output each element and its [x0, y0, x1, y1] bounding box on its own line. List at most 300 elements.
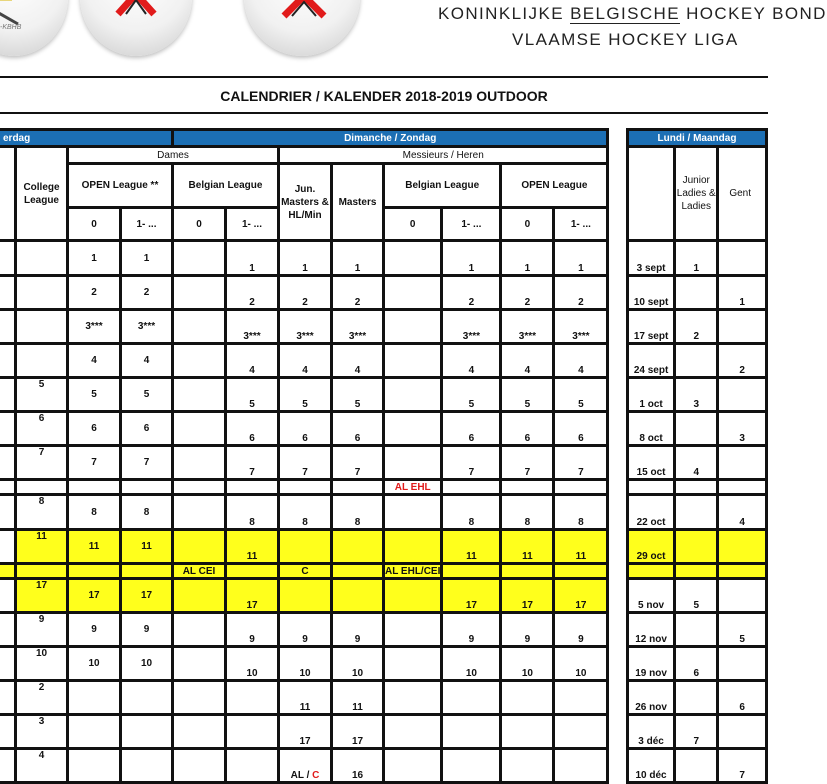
table-row — [0, 613, 608, 647]
table-cell — [501, 715, 554, 749]
table-cell — [173, 749, 226, 783]
table-cell — [0, 310, 16, 344]
subheader-cell: 0 — [501, 208, 554, 241]
table-cell — [554, 715, 608, 749]
table-row — [0, 495, 608, 530]
table-cell: 7 — [68, 446, 121, 480]
table-cell: 5 — [332, 378, 384, 412]
table-cell — [675, 495, 718, 530]
table-cell: 8 — [332, 495, 384, 530]
table-cell — [384, 412, 442, 446]
table-cell — [226, 681, 279, 715]
divider-bottom — [0, 112, 768, 114]
col-jun-masters: Jun. Masters & HL/Min — [279, 164, 332, 241]
table-cell — [0, 495, 16, 530]
table-cell: 7 — [675, 715, 718, 749]
table-cell: 17 — [226, 579, 279, 613]
crossed-sticks-red-icon — [244, 0, 360, 56]
table-cell — [173, 241, 226, 276]
table-cell: 1 — [332, 241, 384, 276]
table-cell: 6 — [554, 412, 608, 446]
table-cell — [0, 412, 16, 446]
table-cell: 7 — [442, 446, 501, 480]
table-cell: 9 — [442, 613, 501, 647]
table-cell: 2 — [554, 276, 608, 310]
table-row — [0, 378, 608, 412]
table-cell: 4 — [68, 344, 121, 378]
table-cell — [16, 480, 68, 495]
table-cell — [16, 276, 68, 310]
table-cell: 5 — [16, 378, 68, 412]
table-cell — [68, 715, 121, 749]
table-cell — [675, 749, 718, 783]
table-cell: 1 — [675, 241, 718, 276]
table-cell — [279, 530, 332, 564]
table-row — [628, 749, 767, 783]
table-cell — [16, 310, 68, 344]
table-cell — [68, 681, 121, 715]
table-cell: 11 — [68, 530, 121, 564]
table-cell — [718, 715, 767, 749]
table-cell: 8 — [68, 495, 121, 530]
table-cell — [675, 681, 718, 715]
table-cell — [0, 647, 16, 681]
calendar-table-weekend — [0, 128, 609, 784]
table-cell: 10 — [442, 647, 501, 681]
table-row — [628, 412, 767, 446]
table-cell: 11 — [442, 530, 501, 564]
table-cell: 6 — [718, 681, 767, 715]
band-sunday: Dimanche / Zondag — [173, 130, 608, 147]
table-row — [0, 564, 608, 579]
table-cell: 5 — [501, 378, 554, 412]
table-row — [628, 564, 767, 579]
table-cell: 5 — [718, 613, 767, 647]
table-cell — [173, 344, 226, 378]
table-row — [0, 412, 608, 446]
table-cell: 8 — [501, 495, 554, 530]
table-row — [0, 276, 608, 310]
date-cell: 5 nov — [628, 579, 675, 613]
table-cell — [173, 310, 226, 344]
table-row — [0, 647, 608, 681]
table-cell — [0, 530, 16, 564]
date-cell: 3 déc — [628, 715, 675, 749]
table-cell: 9 — [501, 613, 554, 647]
table-cell — [68, 480, 121, 495]
table-cell: 10 — [279, 647, 332, 681]
table-cell — [675, 412, 718, 446]
table-cell — [332, 564, 384, 579]
table-row — [628, 446, 767, 480]
table-row — [0, 241, 608, 276]
table-cell: 5 — [226, 378, 279, 412]
table-cell — [718, 480, 767, 495]
table-cell: 10 — [332, 647, 384, 681]
table-cell — [173, 276, 226, 310]
table-cell: 17 — [121, 579, 173, 613]
date-cell — [628, 480, 675, 495]
table-cell — [332, 579, 384, 613]
cell-part: AL / — [290, 770, 313, 781]
table-cell — [675, 276, 718, 310]
table-cell: 7 — [332, 446, 384, 480]
table-cell: 4 — [226, 344, 279, 378]
table-cell — [0, 344, 16, 378]
table-cell: 6 — [279, 412, 332, 446]
table-cell — [0, 276, 16, 310]
col-belgian-league-dames: Belgian League — [173, 164, 279, 208]
crossed-sticks-red-icon — [80, 0, 192, 56]
table-cell: 11 — [501, 530, 554, 564]
table-cell — [442, 749, 501, 783]
table-cell: 4 — [121, 344, 173, 378]
table-cell — [718, 310, 767, 344]
table-cell: 5 — [121, 378, 173, 412]
table-cell — [675, 344, 718, 378]
table-cell: 8 — [279, 495, 332, 530]
table-cell: 7 — [226, 446, 279, 480]
subheader-cell: 1- ... — [121, 208, 173, 241]
band-saturday: erdag — [0, 130, 173, 147]
table-cell: 9 — [226, 613, 279, 647]
table-cell — [0, 480, 16, 495]
table-cell: 3*** — [332, 310, 384, 344]
table-cell — [226, 564, 279, 579]
table-cell — [718, 446, 767, 480]
table-cell — [384, 310, 442, 344]
table-row — [0, 715, 608, 749]
table-cell — [332, 480, 384, 495]
table-cell: 7 — [279, 446, 332, 480]
table-cell: 17 — [501, 579, 554, 613]
table-cell — [0, 579, 16, 613]
table-cell: AL EHL/CEI — [385, 565, 441, 577]
table-cell: 5 — [554, 378, 608, 412]
table-cell: 9 — [554, 613, 608, 647]
table-cell — [16, 564, 68, 579]
table-cell — [173, 715, 226, 749]
date-cell — [628, 564, 675, 579]
table-cell — [121, 749, 173, 783]
table-cell — [384, 530, 442, 564]
col-open-league-heren: OPEN League — [501, 164, 608, 208]
table-cell — [384, 276, 442, 310]
table-row — [628, 310, 767, 344]
page-title: CALENDRIER / KALENDER 2018-2019 OUTDOOR — [220, 88, 548, 104]
table-cell: 7 — [121, 446, 173, 480]
date-cell: 3 sept — [628, 241, 675, 276]
table-cell — [718, 378, 767, 412]
table-cell: 1 — [442, 241, 501, 276]
table-cell — [384, 446, 442, 480]
table-cell: 10 — [554, 647, 608, 681]
vhl-logo — [244, 0, 360, 56]
table-cell — [173, 613, 226, 647]
table-cell: 6 — [501, 412, 554, 446]
table-cell — [718, 579, 767, 613]
table-cell — [384, 344, 442, 378]
table-cell: 17 — [279, 715, 332, 749]
table-cell — [384, 495, 442, 530]
org-name-post: HOCKEY BOND — [679, 4, 827, 23]
table-row — [0, 579, 608, 613]
org-name-line2: VLAAMSE HOCKEY LIGA — [512, 30, 739, 49]
table-cell: 11 — [554, 530, 608, 564]
col-college-league: College League — [16, 147, 68, 241]
subheader-cell: 0 — [173, 208, 226, 241]
date-cell: 15 oct — [628, 446, 675, 480]
logo-caption: -KBHB — [0, 24, 22, 31]
table-cell — [442, 681, 501, 715]
subheader-cell: 0 — [384, 208, 442, 241]
table-row — [0, 480, 608, 495]
date-cell: 26 nov — [628, 681, 675, 715]
table-cell — [226, 715, 279, 749]
calendar-table-monday — [626, 128, 768, 784]
table-cell: 4 — [501, 344, 554, 378]
col-junior-ladies: Junior Ladies & Ladies — [675, 147, 718, 241]
table-row — [628, 241, 767, 276]
date-cell: 12 nov — [628, 613, 675, 647]
table-cell — [173, 681, 226, 715]
table-cell: 4 — [442, 344, 501, 378]
table-cell: 1 — [279, 241, 332, 276]
table-cell: 17 — [554, 579, 608, 613]
date-cell: 24 sept — [628, 344, 675, 378]
table-cell: 1 — [121, 241, 173, 276]
date-cell: 8 oct — [628, 412, 675, 446]
table-row — [0, 344, 608, 378]
table-cell: 16 — [332, 749, 384, 783]
table-cell: 8 — [442, 495, 501, 530]
table-cell: 2 — [718, 344, 767, 378]
date-cell: 22 oct — [628, 495, 675, 530]
table-cell — [718, 530, 767, 564]
table-cell: 6 — [226, 412, 279, 446]
table-cell — [0, 564, 16, 579]
date-cell: 29 oct — [628, 530, 675, 564]
org-name-pre: KONINKLIJKE — [438, 4, 571, 23]
table-cell: 2 — [332, 276, 384, 310]
table-row — [628, 647, 767, 681]
table-cell — [384, 749, 442, 783]
table-cell — [0, 446, 16, 480]
divider-top — [0, 76, 768, 78]
table-row — [628, 613, 767, 647]
table-cell — [0, 749, 16, 783]
table-cell: 2 — [279, 276, 332, 310]
table-cell — [121, 681, 173, 715]
table-cell: AL EHL — [384, 480, 442, 495]
table-cell: 17 — [68, 579, 121, 613]
col-belgian-league-heren: Belgian League — [384, 164, 501, 208]
table-cell: 8 — [16, 495, 68, 530]
table-row — [628, 530, 767, 564]
date-cell: 10 déc — [628, 749, 675, 783]
table-cell: 2 — [16, 681, 68, 715]
table-row — [0, 446, 608, 480]
table-cell: 11 — [332, 681, 384, 715]
table-cell — [384, 579, 442, 613]
org-name-line1 — [438, 4, 827, 24]
table-cell: 8 — [121, 495, 173, 530]
table-row — [0, 530, 608, 564]
table-row — [0, 749, 608, 783]
table-cell — [675, 564, 718, 579]
table-cell: 4 — [554, 344, 608, 378]
table-cell: 4 — [16, 749, 68, 783]
table-row — [628, 378, 767, 412]
table-cell: 9 — [279, 613, 332, 647]
table-cell — [226, 480, 279, 495]
table-cell: 7 — [501, 446, 554, 480]
table-cell — [173, 495, 226, 530]
table-cell: 3*** — [554, 310, 608, 344]
col-gent: Gent — [718, 147, 767, 241]
table-cell — [442, 564, 501, 579]
table-cell: 3*** — [226, 310, 279, 344]
table-row — [0, 681, 608, 715]
table-cell: 7 — [718, 749, 767, 783]
table-cell — [675, 530, 718, 564]
table-row — [628, 579, 767, 613]
table-cell: 5 — [279, 378, 332, 412]
table-row — [0, 310, 608, 344]
empty-header — [0, 147, 16, 241]
table-cell: 9 — [68, 613, 121, 647]
table-cell — [121, 715, 173, 749]
table-cell — [279, 749, 332, 783]
table-cell: 9 — [332, 613, 384, 647]
table-cell — [675, 613, 718, 647]
table-cell — [384, 715, 442, 749]
table-cell — [501, 749, 554, 783]
table-cell — [675, 480, 718, 495]
cell-part-red: C — [312, 770, 320, 781]
table-cell: 1 — [501, 241, 554, 276]
table-cell: 11 — [279, 681, 332, 715]
subheader-cell: 1- ... — [554, 208, 608, 241]
kbhb-logo — [80, 0, 192, 56]
table-cell — [0, 715, 16, 749]
table-cell — [501, 480, 554, 495]
group-messieurs: Messieurs / Heren — [279, 147, 608, 164]
table-cell — [332, 530, 384, 564]
table-cell — [384, 681, 442, 715]
subheader-cell: 0 — [68, 208, 121, 241]
table-cell — [501, 681, 554, 715]
subheader-cell: 1- ... — [226, 208, 279, 241]
table-cell: 1 — [68, 241, 121, 276]
table-cell: 10 — [121, 647, 173, 681]
club-logo-left — [0, 0, 68, 56]
table-cell: 6 — [675, 647, 718, 681]
table-cell — [173, 378, 226, 412]
table-cell — [68, 749, 121, 783]
table-cell: 11 — [121, 530, 173, 564]
date-cell: 17 sept — [628, 310, 675, 344]
table-cell: 2 — [226, 276, 279, 310]
table-cell — [718, 564, 767, 579]
table-cell: 2 — [501, 276, 554, 310]
date-cell: 10 sept — [628, 276, 675, 310]
table-cell: 3*** — [68, 310, 121, 344]
table-row — [628, 495, 767, 530]
table-cell: 11 — [226, 530, 279, 564]
table-cell — [16, 344, 68, 378]
table-cell: 3*** — [442, 310, 501, 344]
table-cell: 5 — [442, 378, 501, 412]
table-cell: 8 — [554, 495, 608, 530]
table-cell: 1 — [554, 241, 608, 276]
table-cell: 2 — [675, 310, 718, 344]
table-cell — [501, 564, 554, 579]
table-cell: 1 — [226, 241, 279, 276]
table-cell — [0, 681, 16, 715]
table-cell: 8 — [226, 495, 279, 530]
table-cell — [173, 446, 226, 480]
table-cell: 17 — [442, 579, 501, 613]
date-cell: 19 nov — [628, 647, 675, 681]
table-cell — [384, 241, 442, 276]
date-cell: 1 oct — [628, 378, 675, 412]
table-cell — [173, 579, 226, 613]
table-cell: 10 — [68, 647, 121, 681]
table-cell: 17 — [332, 715, 384, 749]
empty-header — [628, 147, 675, 241]
band-monday: Lundi / Maandag — [628, 130, 767, 147]
table-cell: 2 — [68, 276, 121, 310]
table-cell — [121, 564, 173, 579]
table-cell — [384, 613, 442, 647]
table-row — [628, 681, 767, 715]
table-cell: 10 — [226, 647, 279, 681]
table-cell — [554, 749, 608, 783]
table-cell — [173, 412, 226, 446]
table-cell: 4 — [279, 344, 332, 378]
table-cell: 2 — [121, 276, 173, 310]
table-cell: 3*** — [121, 310, 173, 344]
col-open-league-dames: OPEN League ** — [68, 164, 173, 208]
table-cell — [121, 480, 173, 495]
table-cell — [226, 749, 279, 783]
table-row — [628, 715, 767, 749]
table-cell: 3*** — [279, 310, 332, 344]
table-cell — [718, 647, 767, 681]
table-cell: 3 — [718, 412, 767, 446]
table-cell: 1 — [718, 276, 767, 310]
table-cell: 6 — [68, 412, 121, 446]
table-cell: 4 — [718, 495, 767, 530]
table-cell — [384, 647, 442, 681]
table-cell: 10 — [501, 647, 554, 681]
table-cell: 6 — [16, 412, 68, 446]
table-cell — [384, 378, 442, 412]
org-name-underlined: BELGISCHE — [570, 4, 680, 23]
table-cell: 6 — [332, 412, 384, 446]
table-cell: 6 — [121, 412, 173, 446]
table-cell — [173, 480, 226, 495]
group-dames: Dames — [68, 147, 279, 164]
table-cell: 6 — [442, 412, 501, 446]
table-cell: 7 — [554, 446, 608, 480]
table-row — [628, 276, 767, 310]
table-cell: 9 — [16, 613, 68, 647]
table-cell — [718, 241, 767, 276]
table-cell: 3 — [16, 715, 68, 749]
table-cell — [0, 613, 16, 647]
